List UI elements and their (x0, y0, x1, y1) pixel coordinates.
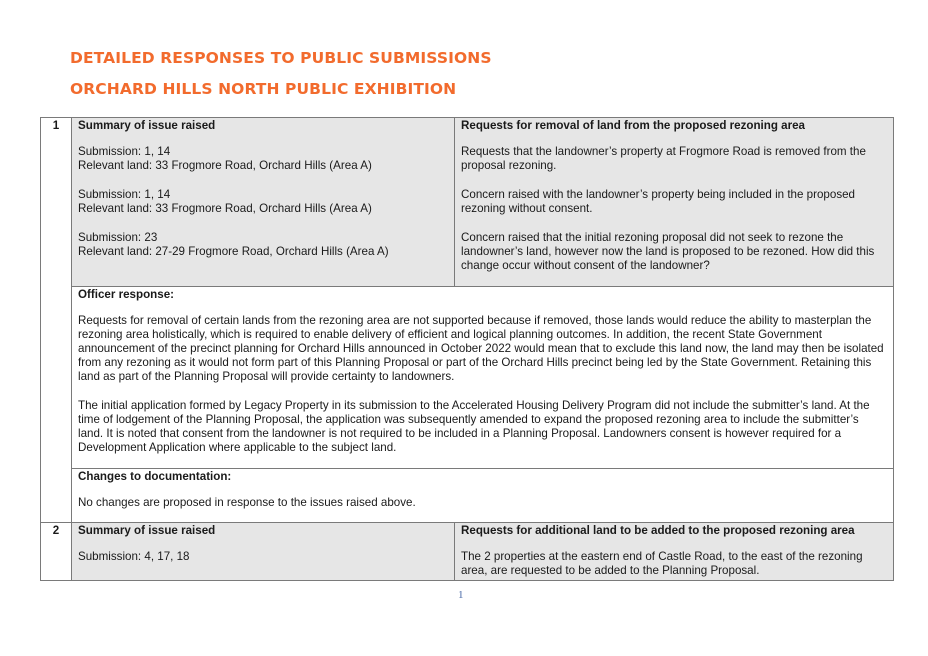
request-text: Requests that the landowner’s property at Frogmore Road is removed from the proposal rezoning. (461, 145, 866, 172)
officer-response-paragraph: The initial application formed by Legacy Property in its submission to the Accelerated Housing Delivery Program did not include the submitter’s land. At the time of lodgement of the Planning Proposal, the application was subsequently amended to expand the proposed rezoning area to include the submitter’s land. It is noted that consent from the landowner is not required to be included in a Planning Proposal. Landowners consent is however required for a Development Application where applicable to the subject land. (78, 399, 870, 454)
relevant-land: Relevant land: 27-29 Frogmore Road, Orchard Hills (Area A) (78, 245, 389, 258)
summary-heading: Summary of issue raised (78, 524, 216, 537)
summary-heading: Summary of issue raised (78, 119, 216, 132)
section-1-changes-row (41, 469, 894, 523)
relevant-land: Relevant land: 33 Frogmore Road, Orchard Hills (Area A) (78, 159, 372, 172)
submission-entry (78, 188, 448, 216)
changes-heading: Changes to documentation: (78, 470, 232, 483)
section-2-summary-row (41, 523, 894, 581)
changes-cell (72, 469, 894, 523)
page-number: 1 (458, 589, 464, 601)
request-cell (455, 523, 894, 581)
submission-numbers: Submission: 23 (78, 231, 158, 244)
request-text: Concern raised with the landowner’s property being included in the proposed rezoning without consent. (461, 188, 856, 215)
request-cell (455, 118, 894, 287)
summary-cell (72, 118, 455, 287)
submission-numbers: Submission: 1, 14 (78, 188, 171, 201)
submission-entry (78, 145, 448, 173)
request-text: Concern raised that the initial rezoning proposal did not seek to rezone the landowner’s land, however now the land is proposed to be rezoned. How did this change occur without consent of the landowner? (461, 231, 875, 272)
submission-numbers: Submission: 4, 17, 18 (78, 550, 190, 563)
request-heading: Requests for additional land to be added to the proposed rezoning area (461, 524, 855, 537)
document-title: DETAILED RESPONSES TO PUBLIC SUBMISSIONS (70, 49, 492, 67)
submissions-table (40, 117, 894, 581)
submission-numbers: Submission: 1, 14 (78, 145, 171, 158)
submission-entry (78, 231, 448, 259)
relevant-land: Relevant land: 33 Frogmore Road, Orchard Hills (Area A) (78, 202, 372, 215)
request-heading: Requests for removal of land from the proposed rezoning area (461, 119, 806, 132)
officer-response-heading: Officer response: (78, 288, 174, 301)
summary-cell (72, 523, 455, 581)
document-subtitle: ORCHARD HILLS NORTH PUBLIC EXHIBITION (70, 80, 457, 98)
section-1-officer-row (41, 287, 894, 469)
officer-response-cell (72, 287, 894, 469)
section-number: 2 (41, 523, 72, 581)
request-text: The 2 properties at the eastern end of Castle Road, to the east of the rezoning area, are requested to be added to the Planning Proposal. (461, 550, 863, 577)
section-number: 1 (41, 118, 72, 523)
officer-response-paragraph: Requests for removal of certain lands from the rezoning area are not supported because if removed, those lands would reduce the ability to masterplan the rezoning area holistically, which is required to enable delivery of efficient and logical planning outcomes. In addition, the recent State Government announcement of the precinct planning for Orchard Hills announced in October 2022 would mean that to exclude this land now, the land may then be isolated from any rezoning as it would not form part of this Planning Proposal or part of the Orchard Hills precinct being led by the State Government. Retaining this land as part of the Planning Proposal will provide certainty to landowners. (78, 314, 884, 383)
changes-text: No changes are proposed in response to the issues raised above. (78, 496, 416, 509)
section-1-summary-row (41, 118, 894, 287)
